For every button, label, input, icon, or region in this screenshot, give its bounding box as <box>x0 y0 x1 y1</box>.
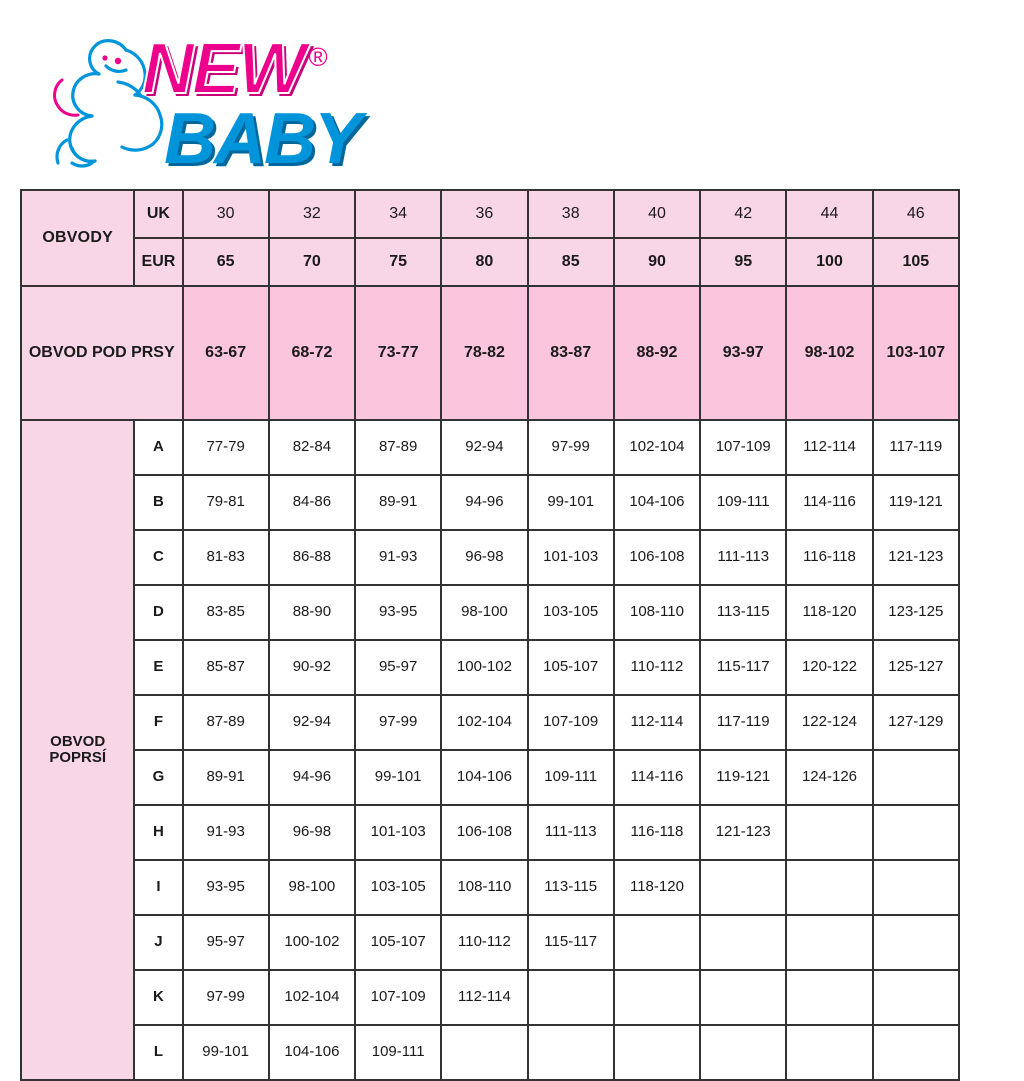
bust-cell: 90-92 <box>269 640 355 695</box>
under-bust-cell: 73-77 <box>355 286 441 420</box>
table-row-cup-j <box>21 915 959 970</box>
bust-cell: 107-109 <box>528 695 614 750</box>
logo-word-baby: BABY <box>164 99 361 179</box>
bust-cell: 115-117 <box>700 640 786 695</box>
cup-letter: G <box>134 750 182 805</box>
empty-cell <box>786 805 872 860</box>
table-row-cup-g <box>21 750 959 805</box>
bust-cell: 118-120 <box>786 585 872 640</box>
cup-letter: F <box>134 695 182 750</box>
bust-cell: 97-99 <box>183 970 269 1025</box>
eur-size-cell: 80 <box>441 238 527 286</box>
under-bust-cell: 93-97 <box>700 286 786 420</box>
baby-accent-shape <box>102 55 121 64</box>
bust-cell: 99-101 <box>183 1025 269 1080</box>
under-bust-cell: 88-92 <box>614 286 700 420</box>
bust-cell: 95-97 <box>183 915 269 970</box>
bust-cell: 124-126 <box>786 750 872 805</box>
table-row-cup-h <box>21 805 959 860</box>
bust-cell: 104-106 <box>269 1025 355 1080</box>
bust-cell: 101-103 <box>355 805 441 860</box>
empty-cell <box>873 915 959 970</box>
bust-cell: 89-91 <box>355 475 441 530</box>
bust-cell: 113-115 <box>700 585 786 640</box>
bust-cell: 109-111 <box>700 475 786 530</box>
uk-size-cell: 32 <box>269 190 355 238</box>
bust-cell: 103-105 <box>355 860 441 915</box>
bust-cell: 97-99 <box>528 420 614 475</box>
bust-cell: 102-104 <box>614 420 700 475</box>
bust-cell: 107-109 <box>700 420 786 475</box>
cup-letter: C <box>134 530 182 585</box>
bust-cell: 88-90 <box>269 585 355 640</box>
bust-cell: 109-111 <box>528 750 614 805</box>
cup-letter: H <box>134 805 182 860</box>
cup-letter: B <box>134 475 182 530</box>
unit-uk: UK <box>134 190 182 238</box>
table-row-cup-i <box>21 860 959 915</box>
empty-cell <box>614 1025 700 1080</box>
bust-cell: 84-86 <box>269 475 355 530</box>
cup-letter: J <box>134 915 182 970</box>
bust-cell: 93-95 <box>355 585 441 640</box>
bust-cell: 123-125 <box>873 585 959 640</box>
unit-eur: EUR <box>134 238 182 286</box>
eur-size-cell: 70 <box>269 238 355 286</box>
bust-cell: 111-113 <box>700 530 786 585</box>
bust-cell: 85-87 <box>183 640 269 695</box>
uk-size-cell: 42 <box>700 190 786 238</box>
bust-cell: 121-123 <box>873 530 959 585</box>
bust-cell: 119-121 <box>873 475 959 530</box>
bust-cell: 92-94 <box>441 420 527 475</box>
empty-cell <box>873 860 959 915</box>
table-row-eur <box>21 238 959 286</box>
uk-size-cell: 40 <box>614 190 700 238</box>
bust-cell: 122-124 <box>786 695 872 750</box>
empty-cell <box>873 805 959 860</box>
bust-cell: 110-112 <box>441 915 527 970</box>
bust-cell: 118-120 <box>614 860 700 915</box>
new-baby-logo <box>22 20 442 179</box>
bust-cell: 96-98 <box>269 805 355 860</box>
bust-cell: 121-123 <box>700 805 786 860</box>
bust-cell: 105-107 <box>528 640 614 695</box>
table-row-cup-c <box>21 530 959 585</box>
bust-cell: 119-121 <box>700 750 786 805</box>
empty-cell <box>528 1025 614 1080</box>
bust-cell: 94-96 <box>269 750 355 805</box>
eur-size-cell: 85 <box>528 238 614 286</box>
bust-cell: 114-116 <box>614 750 700 805</box>
bust-cell: 91-93 <box>183 805 269 860</box>
empty-cell <box>873 750 959 805</box>
under-bust-cell: 78-82 <box>441 286 527 420</box>
bust-cell: 89-91 <box>183 750 269 805</box>
bust-cell: 95-97 <box>355 640 441 695</box>
bust-cell: 98-100 <box>269 860 355 915</box>
bust-cell: 107-109 <box>355 970 441 1025</box>
bust-cell: 106-108 <box>441 805 527 860</box>
table-row-cup-e <box>21 640 959 695</box>
empty-cell <box>614 915 700 970</box>
cup-letter: A <box>134 420 182 475</box>
cup-letter: I <box>134 860 182 915</box>
bust-cell: 102-104 <box>269 970 355 1025</box>
table-row-cup-a <box>21 420 959 475</box>
table-row-cup-k <box>21 970 959 1025</box>
bust-cell: 99-101 <box>528 475 614 530</box>
bust-cell: 100-102 <box>441 640 527 695</box>
bust-cell: 104-106 <box>441 750 527 805</box>
bust-cell: 103-105 <box>528 585 614 640</box>
empty-cell <box>786 860 872 915</box>
empty-cell <box>700 860 786 915</box>
uk-size-cell: 38 <box>528 190 614 238</box>
bust-cell: 116-118 <box>786 530 872 585</box>
bust-cell: 96-98 <box>441 530 527 585</box>
bust-cell: 109-111 <box>355 1025 441 1080</box>
uk-size-cell: 30 <box>183 190 269 238</box>
bust-cell: 94-96 <box>441 475 527 530</box>
bust-cell: 112-114 <box>786 420 872 475</box>
eur-size-cell: 100 <box>786 238 872 286</box>
bust-cell: 127-129 <box>873 695 959 750</box>
cup-letter: E <box>134 640 182 695</box>
eur-size-cell: 65 <box>183 238 269 286</box>
bust-cell: 111-113 <box>528 805 614 860</box>
table-row-cup-f <box>21 695 959 750</box>
eur-size-cell: 90 <box>614 238 700 286</box>
bust-cell: 87-89 <box>183 695 269 750</box>
bust-cell: 83-85 <box>183 585 269 640</box>
empty-cell <box>700 970 786 1025</box>
under-bust-cell: 103-107 <box>873 286 959 420</box>
bust-cell: 93-95 <box>183 860 269 915</box>
bust-cell: 86-88 <box>269 530 355 585</box>
eur-size-cell: 105 <box>873 238 959 286</box>
under-bust-cell: 63-67 <box>183 286 269 420</box>
empty-cell <box>441 1025 527 1080</box>
empty-cell <box>786 915 872 970</box>
empty-cell <box>614 970 700 1025</box>
bust-cell: 100-102 <box>269 915 355 970</box>
bust-cell: 104-106 <box>614 475 700 530</box>
uk-size-cell: 34 <box>355 190 441 238</box>
eur-size-cell: 95 <box>700 238 786 286</box>
bust-cell: 81-83 <box>183 530 269 585</box>
logo-registered-icon: ® <box>308 42 328 72</box>
table-row-under-bust <box>21 286 959 420</box>
bust-cell: 77-79 <box>183 420 269 475</box>
bust-cell: 99-101 <box>355 750 441 805</box>
bust-cell: 125-127 <box>873 640 959 695</box>
size-chart-table-wrap <box>20 189 960 1081</box>
bust-cell: 120-122 <box>786 640 872 695</box>
bust-cell: 92-94 <box>269 695 355 750</box>
cup-letter: K <box>134 970 182 1025</box>
bust-cell: 106-108 <box>614 530 700 585</box>
label-obvod-poprsi: OBVOD POPRSÍ <box>21 420 134 1080</box>
bust-cell: 101-103 <box>528 530 614 585</box>
bust-cell: 91-93 <box>355 530 441 585</box>
eur-size-cell: 75 <box>355 238 441 286</box>
bust-cell: 117-119 <box>700 695 786 750</box>
cup-letter: D <box>134 585 182 640</box>
empty-cell <box>528 970 614 1025</box>
label-obvody: OBVODY <box>21 190 134 286</box>
bust-cell: 102-104 <box>441 695 527 750</box>
bust-cell: 82-84 <box>269 420 355 475</box>
bust-cell: 79-81 <box>183 475 269 530</box>
bust-cell: 117-119 <box>873 420 959 475</box>
table-row-cup-l <box>21 1025 959 1080</box>
bust-cell: 97-99 <box>355 695 441 750</box>
uk-size-cell: 46 <box>873 190 959 238</box>
empty-cell <box>786 1025 872 1080</box>
bust-cell: 108-110 <box>614 585 700 640</box>
under-bust-cell: 98-102 <box>786 286 872 420</box>
empty-cell <box>700 915 786 970</box>
empty-cell <box>786 970 872 1025</box>
under-bust-cell: 68-72 <box>269 286 355 420</box>
logo-word-new: NEW <box>142 29 304 109</box>
bust-cell: 98-100 <box>441 585 527 640</box>
uk-size-cell: 44 <box>786 190 872 238</box>
under-bust-cell: 83-87 <box>528 286 614 420</box>
bust-cell: 112-114 <box>441 970 527 1025</box>
bust-cell: 108-110 <box>441 860 527 915</box>
cup-letter: L <box>134 1025 182 1080</box>
bust-cell: 114-116 <box>786 475 872 530</box>
uk-size-cell: 36 <box>441 190 527 238</box>
bust-cell: 112-114 <box>614 695 700 750</box>
bust-cell: 113-115 <box>528 860 614 915</box>
table-row-cup-b <box>21 475 959 530</box>
table-row-uk <box>21 190 959 238</box>
bust-cell: 116-118 <box>614 805 700 860</box>
table-row-cup-d <box>21 585 959 640</box>
label-obvod-pod-prsy: OBVOD POD PRSY <box>21 286 183 420</box>
empty-cell <box>873 970 959 1025</box>
size-chart-table <box>20 189 960 1081</box>
empty-cell <box>700 1025 786 1080</box>
bust-cell: 105-107 <box>355 915 441 970</box>
bust-cell: 87-89 <box>355 420 441 475</box>
bust-cell: 110-112 <box>614 640 700 695</box>
bust-cell: 115-117 <box>528 915 614 970</box>
empty-cell <box>873 1025 959 1080</box>
